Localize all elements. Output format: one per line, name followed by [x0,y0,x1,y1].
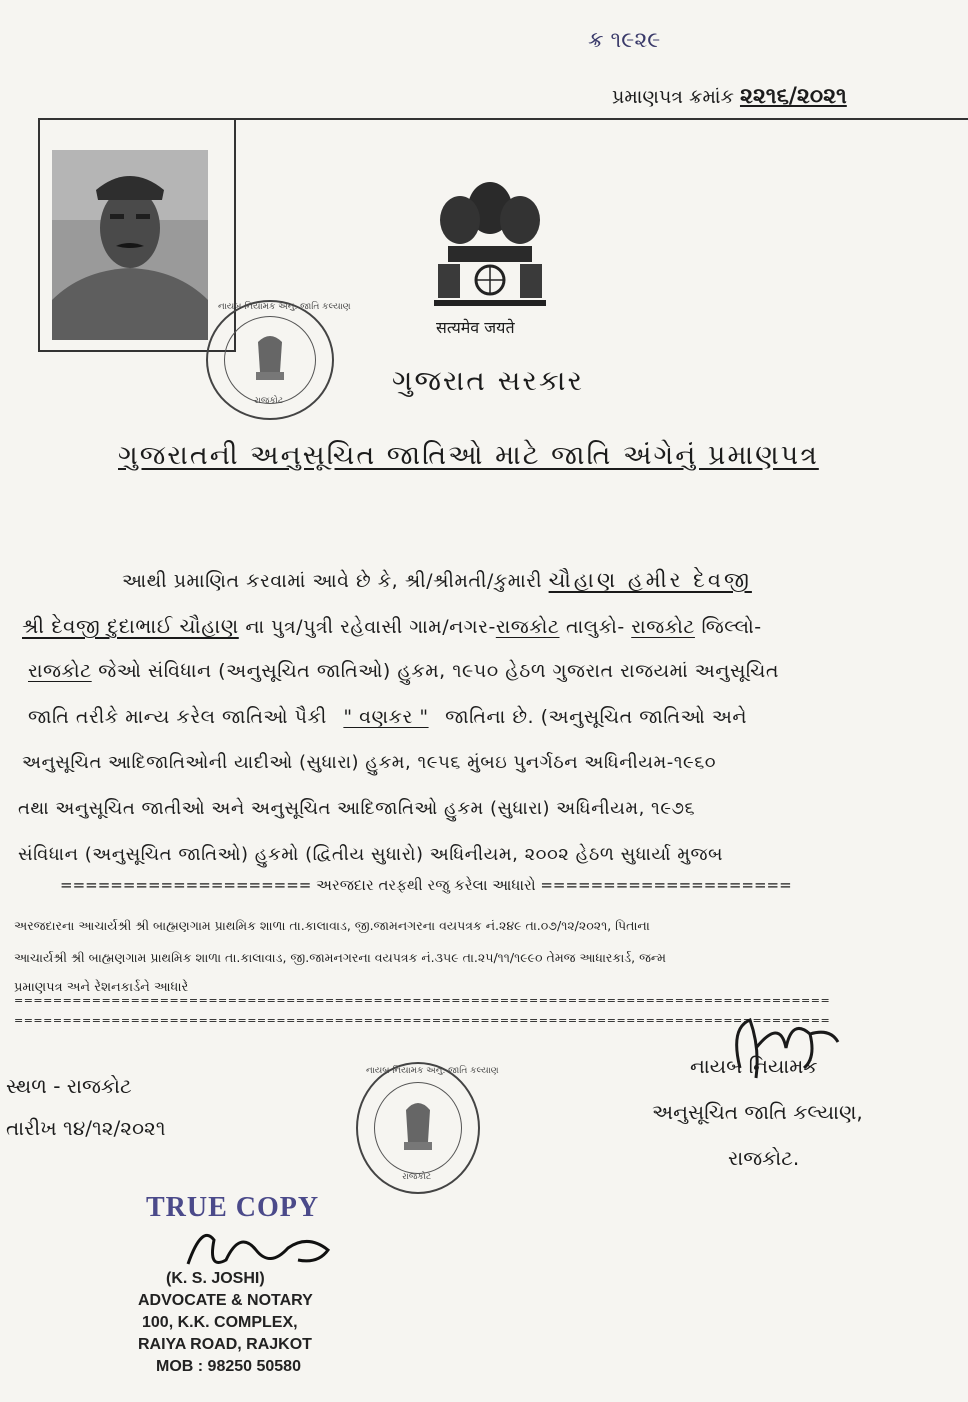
body-line-7: સંવિધાન (અનુસૂચિત જાતિઓ) હુકમો (દ્વિતીય સુધારો) અધિનીયમ, ૨૦૦૨ હેઠળ સુધાર્યા મુજબ [18,844,723,865]
basis-line-3: પ્રમાણપત્ર અને રેશનકાર્ડને આધારે [14,980,189,995]
signatory-title: નાયબ નિયામક [690,1054,818,1078]
applicant-photo [52,150,208,340]
notary-title: ADVOCATE & NOTARY [138,1292,313,1309]
notary-address-1: 100, K.K. COMPLEX, [142,1314,298,1331]
district-value: રાજકોટ [28,660,92,682]
town-value: રાજકોટ [495,616,560,638]
government-name: ગુજરાત સરકાર [392,364,584,397]
seal-text-bottom: રાજકોટ [402,1172,432,1182]
basis-line-2: આચાર્યશ્રી શ્રી બાહ્મણગામ પ્રાથમિક શાળા તા.કાલાવાડ, જી.જામનગરના વયપત્રક નં.૩૫૯ તા.૨૫/૧૧/૧૯૯૦ તેમજ આધારકાર્ડ, જન્મ [14,950,666,965]
body-line-4: જાતિ તરીકે માન્ય કરેલ જાતિઓ પૈકી " વણકર " જાતિના છે. (અનુસૂચિત જાતિઓ અને [28,706,748,728]
emblem-motto: सत्यमेव जयते [436,318,515,337]
signatory-city: રાજકોટ. [728,1146,800,1170]
applicant-name: ચૌહાણ હમીર દેવજી [548,568,752,592]
father-name: શ્રી દેવજી દુદાભાઈ ચૌહાણ [22,614,239,638]
date: તારીખ ૧૪/૧૨/૨૦૨૧ [6,1116,166,1140]
notary-address-2: RAIYA ROAD, RAJKOT [138,1336,312,1353]
official-seal-top [206,300,351,420]
separator-1: ==================================================================================== [14,994,831,1007]
official-seal-bottom [356,1062,499,1194]
certificate-number [612,84,847,109]
certificate-title: ગુજરાતની અનુસૂચિત જાતિઓ માટે જાતિ અંગેનું પ્રમાણપત્ર [118,440,819,471]
body-line-3: રાજકોટ જેઓ સંવિધાન (અનુસૂચિત જાતિઓ) હુકમ, ૧૯૫૦ હેઠળ ગુજરાત રાજયમાં અનુસૂચિત [28,660,779,682]
notary-name: (K. S. JOSHI) [166,1270,265,1287]
place: સ્થળ - રાજકોટ [6,1074,132,1098]
body-line-2: શ્રી દેવજી દુદાભાઈ ચૌહાણ ના પુત્ર/પુત્રી રહેવાસી ગામ/નગર-રાજકોટ તાલુકો- રાજકોટ જિલ્લો- [22,614,762,638]
basis-line-1: અરજદારના આચાર્યશ્રી શ્રી બાહ્મણગામ પ્રાથમિક શાળા તા.કાલાવાડ, જી.જામનગરના વયપત્રક નં.૨૪૯ તા.૦૭/૧૨/૨૦૨૧, પિતાના [14,918,650,933]
top-note: ક્ર ૧૯૨૯ [588,28,661,53]
signatory-department: અનુસૂચિત જાતિ કલ્યાણ, [652,1100,863,1124]
seal-text-bottom: રાજકોટ [254,396,284,406]
true-copy-stamp: TRUE COPY [146,1192,320,1223]
separator-2: ==================================================================================== [14,1014,831,1027]
seal-text-top: નાયબ નિયામક અનુ. જાતિ કલ્યાણ [218,302,351,312]
notary-mobile: MOB : 98250 50580 [156,1358,301,1375]
caste-value: " વણકર " [343,706,429,728]
body-line-5: અનુસૂચિત આદિજાતિઓની યાદીઓ (સુધારા) હુકમ, ૧૯૫૬ મુંબઇ પુનર્ગઠન અધિનીયમ-૧૯૬૦ [22,752,717,773]
cert-no-label: પ્રમાણપત્ર ક્રમાંક [612,86,734,108]
cert-no-value: ૨૨૧૬/૨૦૨૧ [739,84,847,109]
seal-text-top: નાયબ નિયામક અનુ. જાતિ કલ્યાણ [366,1066,499,1076]
body-line-6: તથા અનુસૂચિત જાતીઓ અને અનુસૂચિત આદિજાતિઓ હુકમ (સુધારા) અધિનીયમ, ૧૯૭૬ [18,798,696,819]
body-line-1: આથી પ્રમાણિત કરવામાં આવે છે કે, શ્રી/શ્રીમતી/કુમારી ચૌહાણ હમીર દેવજી [122,568,752,592]
basis-heading: ==================== અરજદાર તરફથી રજુ કરેલા આધારો ==================== [60,876,792,894]
national-emblem-icon [420,168,560,318]
taluka-value: રાજકોટ [631,616,695,638]
